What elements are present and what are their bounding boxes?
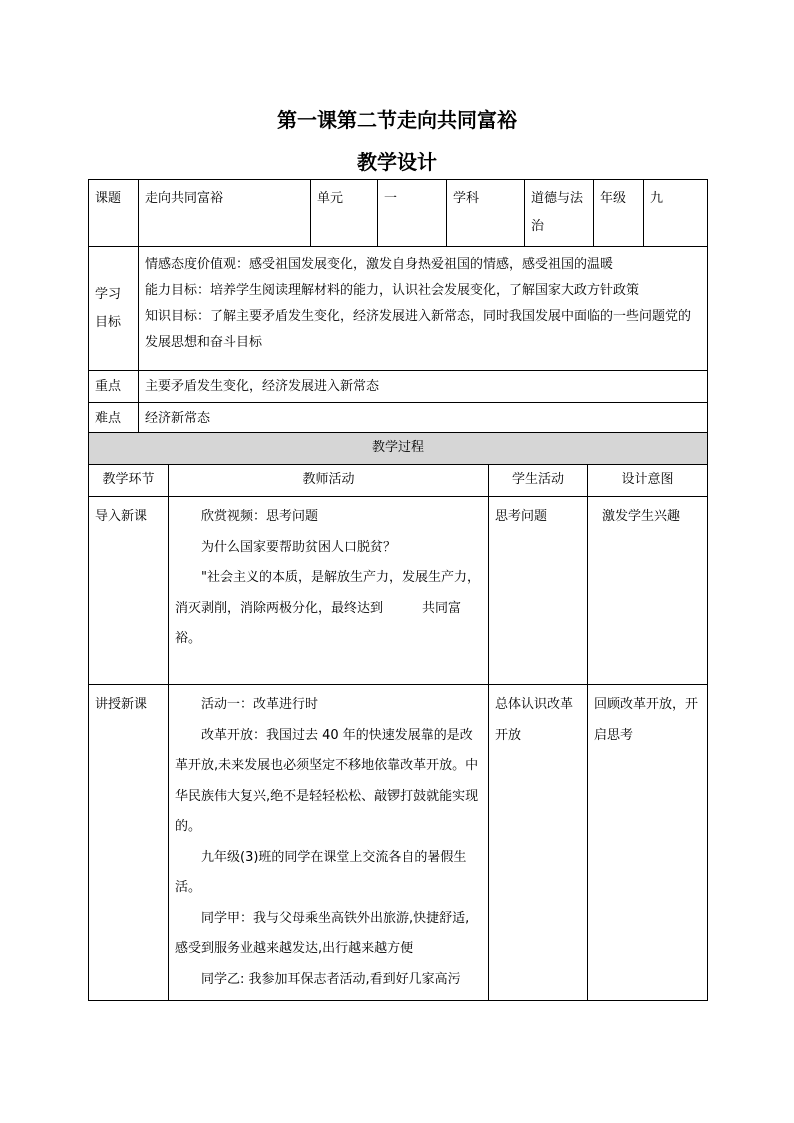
intent-cell: 激发学生兴趣 (588, 497, 708, 685)
info-table (88, 179, 708, 435)
teacher-paragraph: 欣赏视频：思考问题 (201, 509, 319, 524)
difficult-value: 经济新常态 (139, 403, 708, 435)
table-row (89, 685, 708, 1001)
grade-label: 年级 (594, 180, 644, 247)
intent-cell: 回顾改革开放，开启思考 (588, 685, 708, 1001)
column-header-row (89, 465, 708, 497)
process-header: 教学过程 (89, 433, 708, 465)
teacher-paragraph: 为什么国家要帮助贫困人口脱贫？ (201, 539, 397, 555)
difficult-label: 难点 (89, 403, 139, 435)
column-header: 教学环节 (89, 465, 169, 497)
teacher-paragraph: 同学甲：我与父母乘坐高铁外出旅游,快捷舒适,感受到服务业越来越发达,出行越来越方便 (175, 910, 470, 956)
table-row (89, 497, 708, 685)
subject-value: 道德与法治 (525, 180, 594, 247)
column-header: 学生活动 (489, 465, 588, 497)
table-row (89, 371, 708, 403)
teacher-paragraph: 九年级(3)班的同学在课堂上交流各自的暑假生活。 (175, 849, 467, 895)
teacher-paragraph: "社会主义的本质，是解放生产力，发展生产力，消灭剥削，消除两极分化，最终达到 共同富裕。 (175, 570, 480, 646)
teacher-activity-cell (169, 685, 489, 1001)
student-activity-cell: 总体认识改革开放 (489, 685, 588, 1001)
table-row (89, 180, 708, 247)
teacher-paragraph: 同学乙: 我参加耳保志者活动,看到好几家高污 (201, 971, 461, 987)
subject-label: 学科 (447, 180, 525, 247)
objectives-label: 学习目标 (89, 247, 139, 371)
page-subtitle: 教学设计 (357, 150, 437, 174)
unit-value: 一 (378, 180, 447, 247)
grade-value: 九 (644, 180, 708, 247)
topic-value: 走向共同富裕 (139, 180, 311, 247)
process-table (88, 432, 708, 1001)
table-row (89, 403, 708, 435)
key-label: 重点 (89, 371, 139, 403)
objectives-cell (139, 247, 708, 371)
objective-item: 能力目标：培养学生阅读理解材料的能力，认识社会发展变化，了解国家大政方针政策 (145, 283, 640, 298)
stage-cell: 讲授新课 (89, 685, 169, 1001)
unit-label: 单元 (311, 180, 378, 247)
teacher-paragraph: 改革开放：我国过去 40 年的快速发展靠的是改革开放,未来发展也必须坚定不移地依靠改革开放。中华民族伟大复兴,绝不是轻轻松松、敲锣打鼓就能实现的。 (175, 727, 479, 834)
objective-item: 知识目标：了解主要矛盾发生变化，经济发展进入新常态，同时我国发展中面临的一些问题党的发展思想和奋斗目标 (145, 309, 692, 350)
page-title: 第一课第二节走向共同富裕 (277, 108, 517, 132)
teacher-paragraph: 活动一：改革进行时 (201, 697, 319, 712)
column-header: 教师活动 (169, 465, 489, 497)
key-value: 主要矛盾发生变化，经济发展进入新常态 (139, 371, 708, 403)
table-row (89, 247, 708, 371)
student-activity-cell: 思考问题 (489, 497, 588, 685)
process-header-row (89, 433, 708, 465)
objective-item: 情感态度价值观：感受祖国发展变化，激发自身热爱祖国的情感，感受祖国的温暖 (145, 257, 614, 272)
teacher-activity-cell (169, 497, 489, 685)
topic-label: 课题 (89, 180, 139, 247)
stage-cell: 导入新课 (89, 497, 169, 685)
column-header: 设计意图 (588, 465, 708, 497)
